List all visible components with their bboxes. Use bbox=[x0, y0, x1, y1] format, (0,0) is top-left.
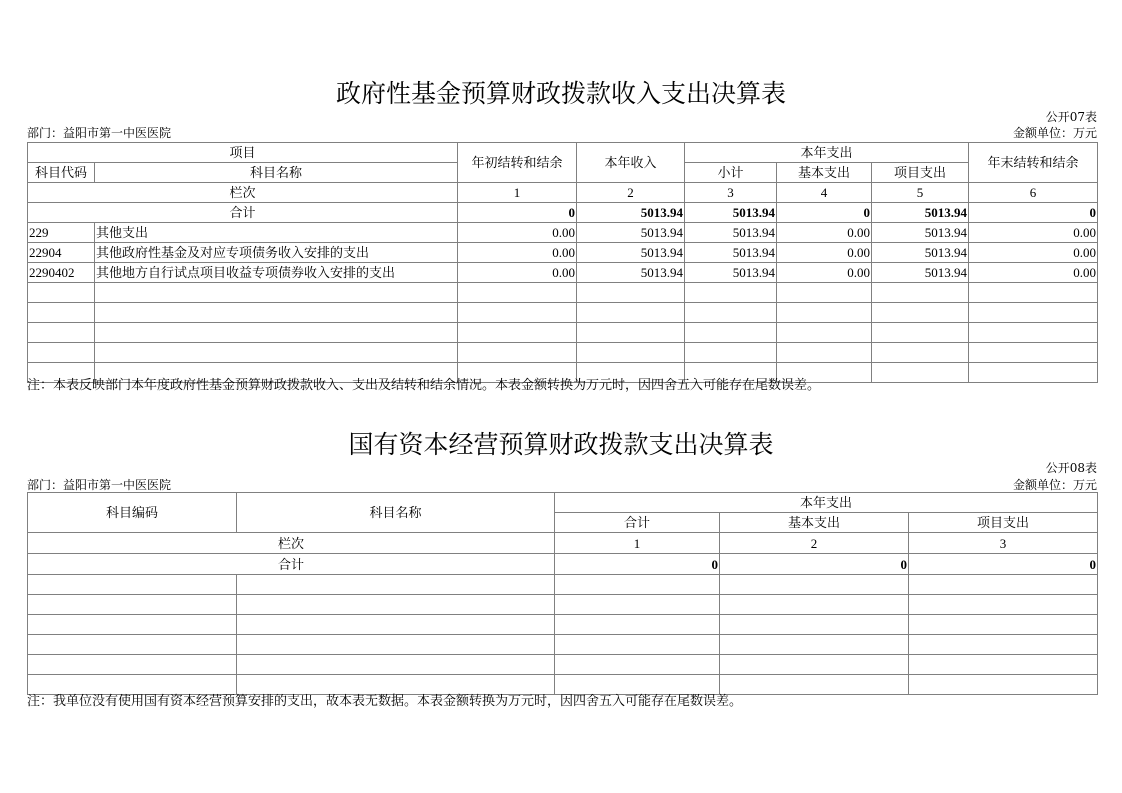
empty-row bbox=[28, 595, 1098, 615]
cell: 2290402 bbox=[28, 263, 95, 283]
table2-note: 注：我单位没有使用国有资本经营预算安排的支出，故本表无数据。本表金额转换为万元时，因四舍五入可能存在尾数误差。 bbox=[27, 694, 743, 709]
table1-note: 注：本表反映部门本年度政府性基金预算财政拨款收入、支出及结转和结余情况。本表金额转换为万元时，因四舍五入可能存在尾数误差。 bbox=[27, 378, 821, 393]
col-num: 3 bbox=[909, 533, 1098, 554]
col-num: 2 bbox=[720, 533, 909, 554]
cell: 0 bbox=[720, 554, 909, 575]
cell: 0.00 bbox=[777, 243, 872, 263]
header-subtotal: 小计 bbox=[685, 163, 777, 183]
table2 bbox=[27, 492, 1098, 695]
table-row bbox=[28, 243, 1098, 263]
column-number-label: 栏次 bbox=[28, 183, 458, 203]
header-code: 科目编码 bbox=[28, 493, 237, 533]
cell: 0.00 bbox=[777, 223, 872, 243]
header-project: 项目支出 bbox=[872, 163, 969, 183]
empty-row bbox=[28, 615, 1098, 635]
header-end: 年末结转和结余 bbox=[969, 143, 1098, 183]
header-basic: 基本支出 bbox=[777, 163, 872, 183]
table2-title: 国有资本经营预算财政拨款支出决算表 bbox=[348, 430, 774, 459]
cell: 5013.94 bbox=[872, 243, 969, 263]
total-row bbox=[28, 554, 1098, 575]
cell: 0.00 bbox=[458, 263, 577, 283]
cell: 5013.94 bbox=[577, 223, 685, 243]
header-income: 本年收入 bbox=[577, 143, 685, 183]
cell: 5013.94 bbox=[685, 243, 777, 263]
table2-unit: 金额单位：万元 bbox=[1012, 478, 1097, 492]
cell: 5013.94 bbox=[872, 263, 969, 283]
header-code: 科目代码 bbox=[28, 163, 95, 183]
cell: 0.00 bbox=[969, 223, 1098, 243]
header-expense: 本年支出 bbox=[555, 493, 1098, 513]
header-item: 项目 bbox=[28, 143, 458, 163]
col-num: 1 bbox=[555, 533, 720, 554]
cell: 0.00 bbox=[458, 243, 577, 263]
table2-form-no: 公开08表 bbox=[1045, 461, 1097, 475]
empty-row bbox=[28, 343, 1098, 363]
cell: 5013.94 bbox=[685, 223, 777, 243]
column-number-label: 栏次 bbox=[28, 533, 555, 554]
cell: 0 bbox=[969, 203, 1098, 223]
col-num: 4 bbox=[777, 183, 872, 203]
cell: 5013.94 bbox=[577, 203, 685, 223]
cell: 229 bbox=[28, 223, 95, 243]
cell: 5013.94 bbox=[577, 263, 685, 283]
header-begin: 年初结转和结余 bbox=[458, 143, 577, 183]
cell: 0 bbox=[777, 203, 872, 223]
cell: 0.00 bbox=[777, 263, 872, 283]
cell: 5013.94 bbox=[685, 263, 777, 283]
header-project: 项目支出 bbox=[909, 513, 1098, 533]
cell: 0.00 bbox=[969, 243, 1098, 263]
header-name: 科目名称 bbox=[95, 163, 458, 183]
empty-row bbox=[28, 575, 1098, 595]
empty-row bbox=[28, 283, 1098, 303]
cell: 其他政府性基金及对应专项债务收入安排的支出 bbox=[95, 243, 458, 263]
col-num: 5 bbox=[872, 183, 969, 203]
table2-department: 部门：益阳市第一中医医院 bbox=[27, 478, 172, 492]
table-row bbox=[28, 263, 1098, 283]
cell: 其他地方自行试点项目收益专项债券收入安排的支出 bbox=[95, 263, 458, 283]
empty-row bbox=[28, 323, 1098, 343]
table1-unit: 金额单位：万元 bbox=[1012, 126, 1097, 140]
table1-department: 部门：益阳市第一中医医院 bbox=[27, 126, 172, 140]
empty-row bbox=[28, 635, 1098, 655]
cell: 0 bbox=[909, 554, 1098, 575]
header-basic: 基本支出 bbox=[720, 513, 909, 533]
cell: 0.00 bbox=[458, 223, 577, 243]
cell: 5013.94 bbox=[872, 223, 969, 243]
cell: 0.00 bbox=[969, 263, 1098, 283]
table1 bbox=[27, 142, 1098, 383]
col-num: 2 bbox=[577, 183, 685, 203]
header-total: 合计 bbox=[555, 513, 720, 533]
header-name: 科目名称 bbox=[237, 493, 555, 533]
cell: 5013.94 bbox=[685, 203, 777, 223]
empty-row bbox=[28, 303, 1098, 323]
col-num: 1 bbox=[458, 183, 577, 203]
cell: 5013.94 bbox=[577, 243, 685, 263]
cell: 5013.94 bbox=[872, 203, 969, 223]
total-label: 合计 bbox=[28, 554, 555, 575]
table1-form-no: 公开07表 bbox=[1045, 110, 1097, 124]
table1-title: 政府性基金预算财政拨款收入支出决算表 bbox=[335, 79, 786, 108]
col-num: 6 bbox=[969, 183, 1098, 203]
total-row bbox=[28, 203, 1098, 223]
col-num: 3 bbox=[685, 183, 777, 203]
empty-row bbox=[28, 655, 1098, 675]
cell: 其他支出 bbox=[95, 223, 458, 243]
table-row bbox=[28, 223, 1098, 243]
total-label: 合计 bbox=[28, 203, 458, 223]
cell: 0 bbox=[555, 554, 720, 575]
cell: 22904 bbox=[28, 243, 95, 263]
header-expense: 本年支出 bbox=[685, 143, 969, 163]
cell: 0 bbox=[458, 203, 577, 223]
